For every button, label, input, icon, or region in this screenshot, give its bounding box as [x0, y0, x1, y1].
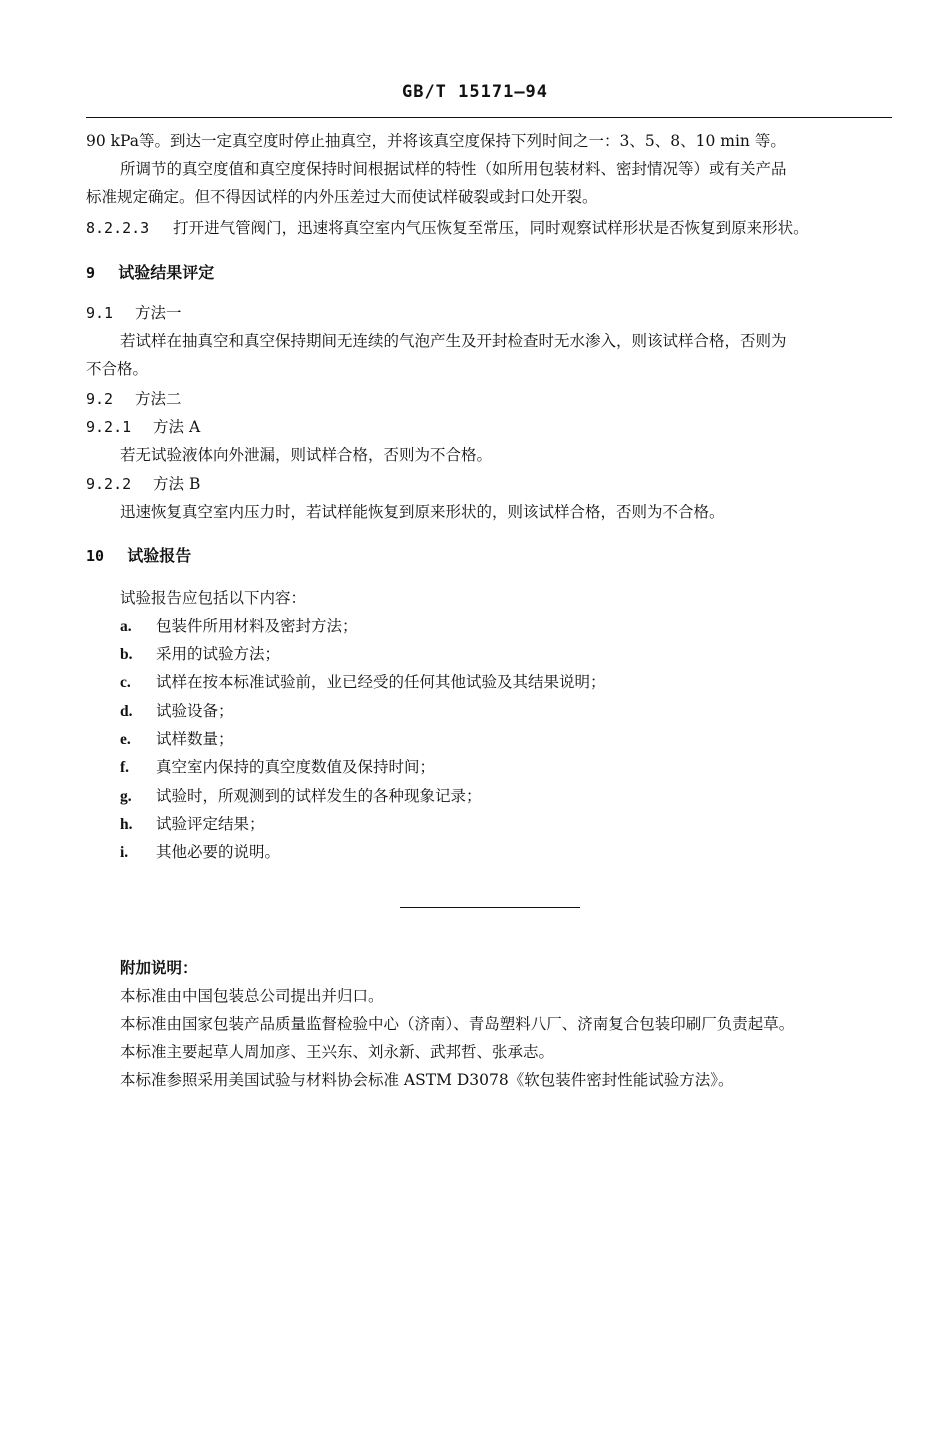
list-item-text: 包装件所用材料及密封方法； — [156, 617, 358, 635]
clause-text: 打开进气管阀门，迅速将真空室内气压恢复至常压，同时观察试样形状是否恢复到原来形状。 — [173, 219, 809, 237]
list-item — [120, 757, 435, 778]
subsection-number: 9.2 — [86, 390, 114, 408]
list-item — [120, 786, 482, 807]
body-paragraph-line: 迅速恢复真空室内压力时，若试样能恢复到原来形状的，则该试样合格，否则为不合格。 — [120, 503, 725, 521]
subsection-number: 9.2.2 — [86, 475, 132, 493]
list-item-text: 试验时，所观测到的试样发生的各种现象记录； — [156, 787, 482, 805]
list-item-letter: e. — [120, 731, 131, 748]
subsection-title: 方法 B — [153, 475, 201, 493]
subsection-9-2-1-heading — [86, 417, 200, 437]
list-item-letter: i. — [120, 844, 129, 861]
list-item — [120, 644, 280, 665]
list-item — [120, 616, 358, 637]
notes-line: 本标准主要起草人周加彦、王兴东、刘永新、武邦哲、张承志。 — [120, 1043, 555, 1061]
notes-title: 附加说明： — [120, 958, 198, 977]
list-item — [120, 729, 234, 750]
list-item — [120, 814, 265, 835]
list-item-text: 试验评定结果； — [156, 815, 265, 833]
list-item-text: 试验设备； — [156, 702, 234, 720]
section-title: 试验结果评定 — [118, 263, 215, 282]
body-paragraph-line: 标准规定确定。但不得因试样的内外压差过大而使试样破裂或封口处开裂。 — [86, 188, 598, 206]
header-rule — [86, 117, 892, 118]
list-item-text: 试样数量； — [156, 730, 234, 748]
report-intro: 试验报告应包括以下内容： — [120, 589, 307, 607]
section-9-heading — [86, 263, 214, 283]
end-of-text-rule — [400, 907, 580, 908]
list-item-letter: g. — [120, 788, 132, 805]
body-paragraph-line: 所调节的真空度值和真空度保持时间根据试样的特性（如所用包装材料、密封情况等）或有关产品 — [120, 160, 787, 178]
section-number: 9 — [86, 264, 96, 282]
body-paragraph-line: 不合格。 — [86, 360, 149, 378]
body-paragraph-line: 若无试验液体向外泄漏，则试样合格，否则为不合格。 — [120, 446, 493, 464]
list-item-letter: f. — [120, 759, 130, 776]
body-paragraph-line: 若试样在抽真空和真空保持期间无连续的气泡产生及开封检查时无水渗入，则该试样合格，否则为 — [120, 332, 787, 350]
subsection-9-2-2-heading — [86, 474, 200, 494]
body-line-vacuum-time: 90 kPa等。到达一定真空度时停止抽真空，并将该真空度保持下列时间之一：3、5、8、10 min 等。 — [86, 132, 786, 150]
list-item-letter: a. — [120, 618, 132, 635]
notes-line: 本标准由国家包装产品质量监督检验中心（济南）、青岛塑料八厂、济南复合包装印刷厂负责起草。 — [120, 1015, 795, 1033]
subsection-9-2-heading — [86, 389, 181, 409]
list-item-letter: h. — [120, 816, 133, 833]
subsection-number: 9.1 — [86, 304, 114, 322]
list-item-text: 采用的试验方法； — [156, 645, 281, 663]
clause-8-2-2-3 — [86, 218, 809, 238]
list-item — [120, 842, 280, 863]
notes-line: 本标准参照采用美国试验与材料协会标准 ASTM D3078《软包装件密封性能试验方法》。 — [120, 1071, 734, 1089]
list-item — [120, 672, 606, 693]
subsection-9-1-heading — [86, 303, 181, 323]
section-10-heading — [86, 546, 191, 566]
notes-line: 本标准由中国包装总公司提出并归口。 — [120, 987, 384, 1005]
list-item-text: 其他必要的说明。 — [156, 843, 281, 861]
standard-number-header: GB/T 15171—94 — [401, 82, 549, 102]
list-item-letter: b. — [120, 646, 133, 663]
section-number: 10 — [86, 547, 105, 565]
list-item-letter: c. — [120, 674, 131, 691]
subsection-title: 方法 A — [153, 418, 201, 436]
list-item-text: 真空室内保持的真空度数值及保持时间； — [156, 758, 436, 776]
section-title: 试验报告 — [127, 546, 192, 565]
subsection-title: 方法一 — [134, 304, 182, 322]
clause-number: 8.2.2.3 — [86, 219, 150, 237]
subsection-number: 9.2.1 — [86, 418, 132, 436]
list-item — [120, 701, 234, 722]
list-item-text: 试样在按本标准试验前，业已经受的任何其他试验及其结果说明； — [156, 673, 606, 691]
list-item-letter: d. — [120, 703, 133, 720]
subsection-title: 方法二 — [134, 390, 182, 408]
